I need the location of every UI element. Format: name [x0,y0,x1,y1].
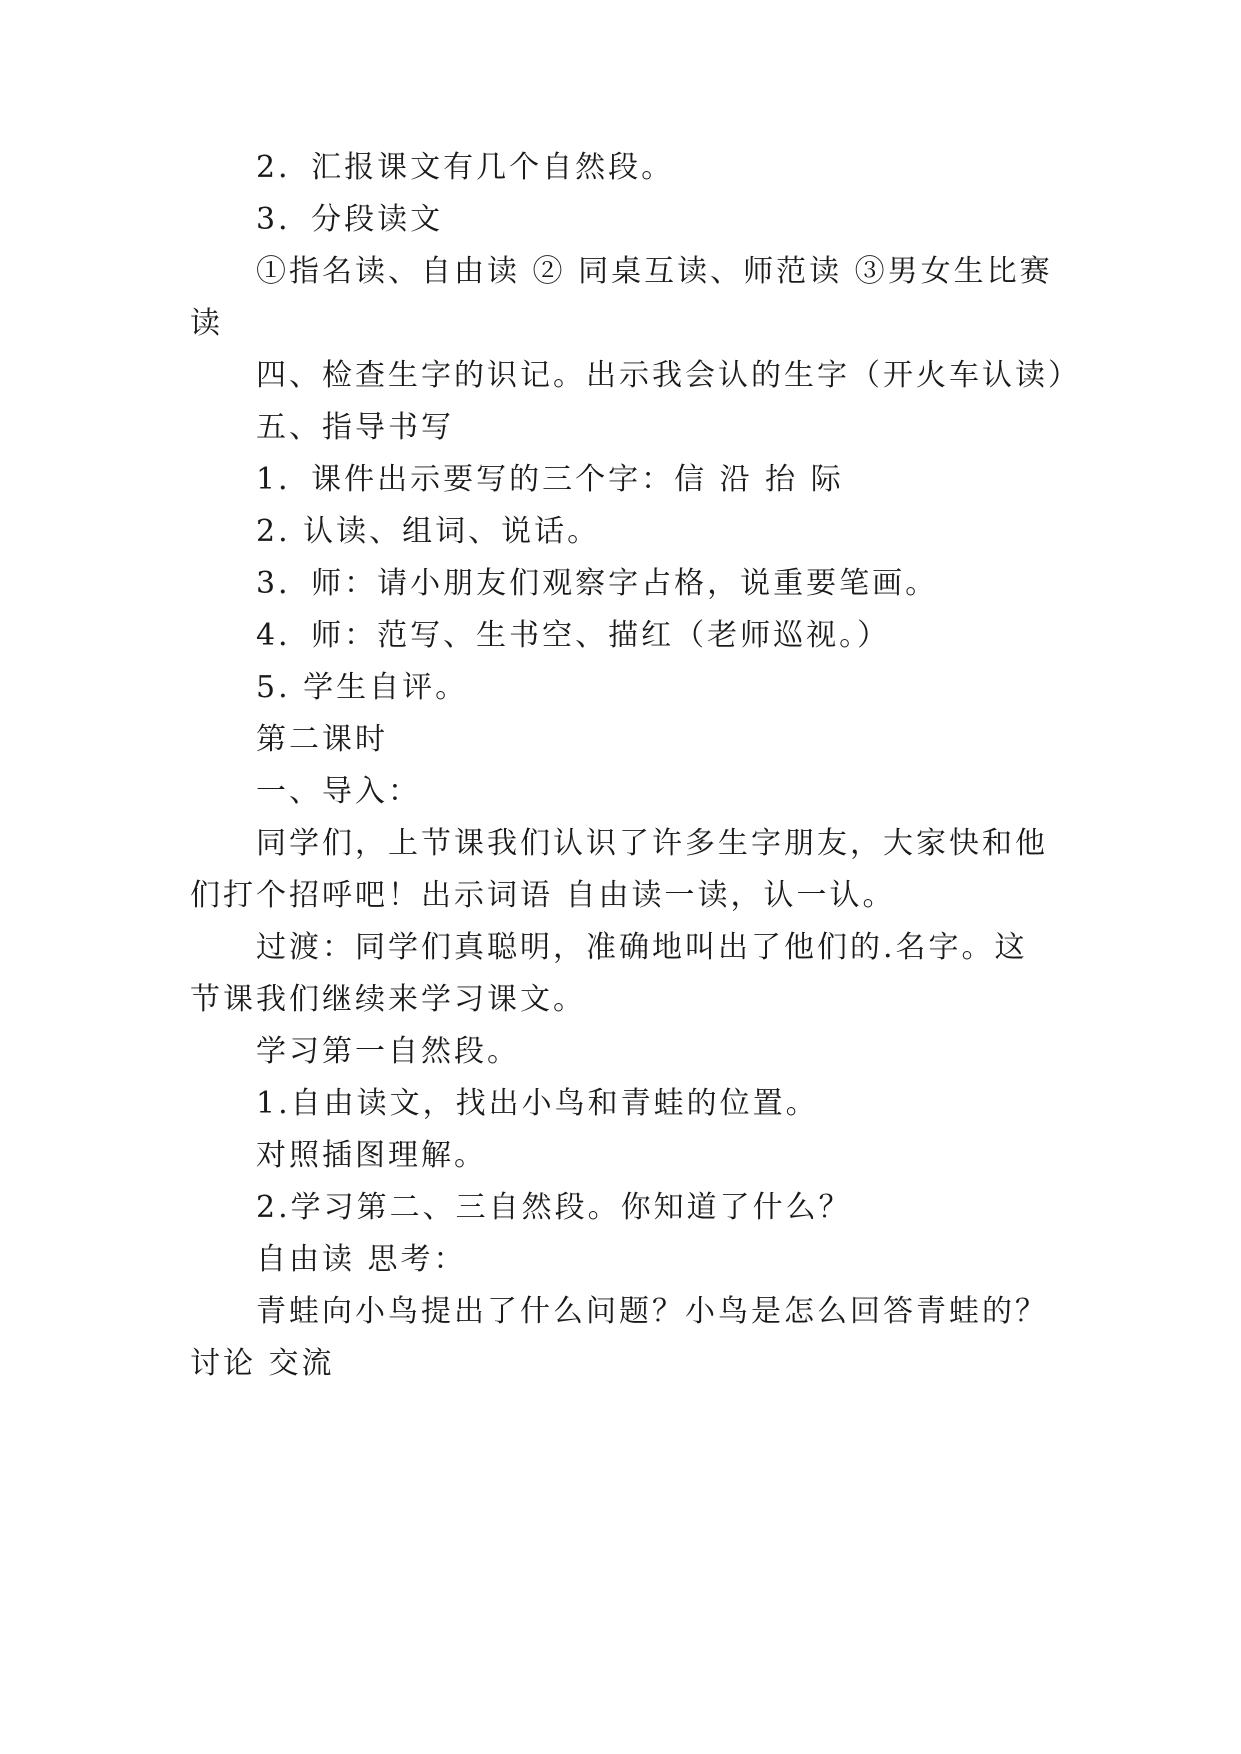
text-line: 1.自由读文，找出小鸟和青蛙的位置。 [256,1086,819,1121]
text-line: 对照插图理解。 [256,1138,487,1173]
text-line: 节课我们继续来学习课文。 [190,982,586,1017]
text-line: 自由读 思考： [256,1242,467,1277]
text-line: 四、检查生字的识记。出示我会认的生字（开火车认读） [256,358,1081,393]
text-line: 2．汇报课文有几个自然段。 [256,150,675,185]
text-line: 们打个招呼吧！出示词语 自由读一读，认一认。 [190,878,896,913]
text-line: 讨论 交流 [190,1346,335,1381]
text-line: 同学们，上节课我们认识了许多生字朋友，大家快和他 [256,826,1048,861]
text-line: 过渡：同学们真聪明，准确地叫出了他们的.名字。这 [256,930,1028,965]
text-line: 1．课件出示要写的三个字：信 沿 抬 际 [256,462,844,497]
text-line: ①指名读、自由读 ② 同桌互读、师范读 ③男女生比赛 [256,254,1053,289]
text-line: 青蛙向小鸟提出了什么问题？小鸟是怎么回答青蛙的？ [256,1294,1048,1329]
text-line: 2. 认读、组词、说话。 [256,514,601,549]
text-line: 3．师：请小朋友们观察字占格，说重要笔画。 [256,566,939,601]
text-line: 5. 学生自评。 [256,670,469,705]
text-line: 读 [190,306,223,341]
text-line: 3．分段读文 [256,202,444,237]
text-line: 五、指导书写 [256,410,454,445]
section-heading: 第二课时 [256,722,388,757]
text-line: 一、导入： [256,774,421,809]
text-line: 2.学习第二、三自然段。你知道了什么？ [256,1190,852,1225]
text-line: 学习第一自然段。 [256,1034,520,1069]
text-line: 4．师：范写、生书空、描红（老师巡视。） [256,618,891,653]
